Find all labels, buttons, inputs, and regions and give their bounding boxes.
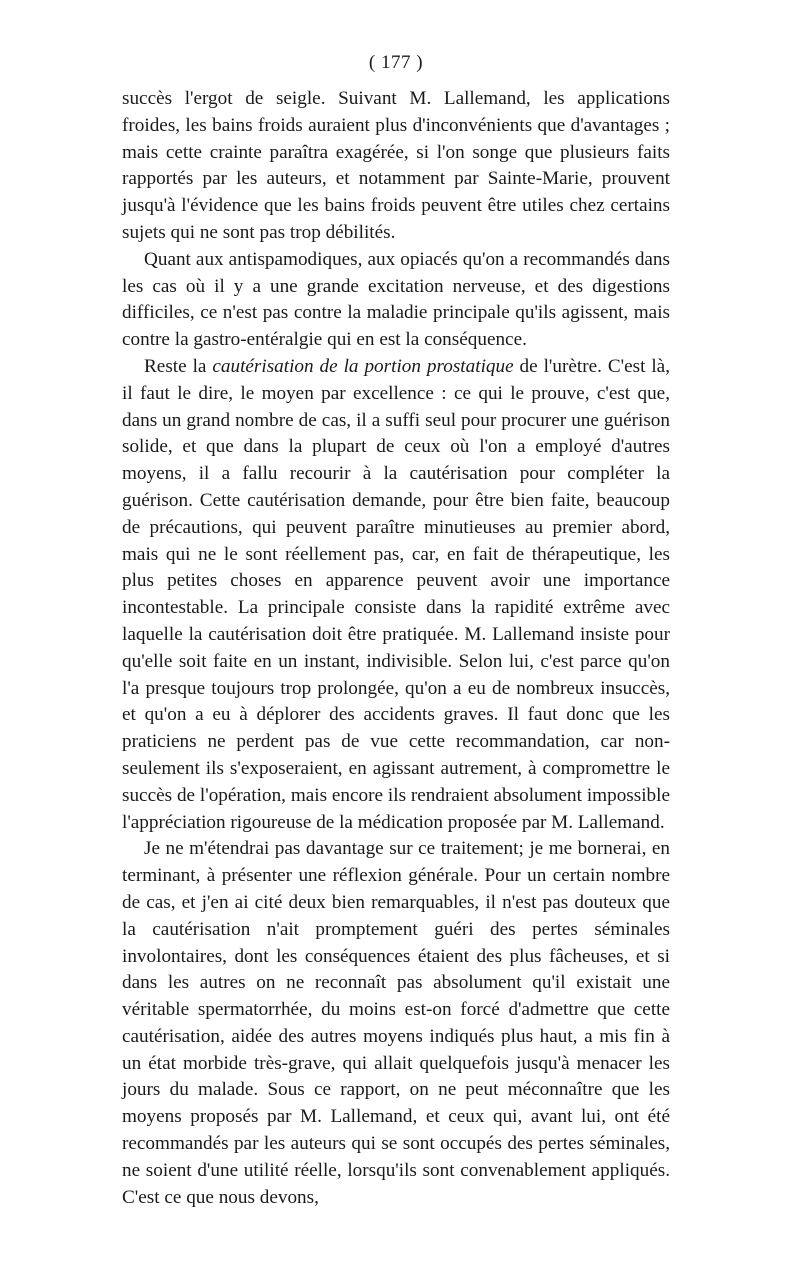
text-run: de l'urètre. C'est là, il faut le dire, le moyen par excellence : ce qui le prouve, c'est que, dans un grand nombre de cas, il a suffi seul pour procurer une guérison solide, et que dans la plupart de ceux où l'on a employé d'autres moyens, il a fallu recourir à la cautérisation pour compléter la guérison. Cette cautérisation demande, pour être bien faite, beaucoup de précautions, qui peuvent paraître minutieuses au premier abord, mais qui ne le sont réellement pas, car, en fait de thérapeutique, les plus petites choses en apparence peuvent avoir une importance incontestable. La principale consiste dans la rapidité extrême avec laquelle la cautérisation doit être pratiquée. M. Lallemand insiste pour qu'elle soit faite en un instant, indivisible. Selon lui, c'est parce qu'on l'a presque toujours trop prolongée, qu'on a eu de nombreux insuccès, et qu'on a eu à déplorer des accidents graves. Il faut donc que les praticiens ne perdent pas de vue cette recommandation, car non-seulement ils s'exposeraient, en agissant autrement, à compromettre le succès de l'opération, mais encore ils rendraient absolument impossible l'appréciation rigoureuse de la médication proposée par M. Lallemand. [122, 355, 670, 833]
page-number: ( 177 ) [368, 52, 424, 73]
text-run: Je ne m'étendrai pas davantage sur ce traitement; je me bornerai, en terminant, à présenter une réflexion générale. Pour un certain nombre de cas, et j'en ai cité deux bien remarquables, il n'est pas douteux que la cautérisation n'ait promptement guéri des pertes séminales involontaires, dont les conséquences étaient des plus fâcheuses, et si dans les autres on ne reconnaît pas absolument qu'il existait une véritable spermatorrhée, du moins est-on forcé d'admettre que cette cautérisation, aidée des autres moyens indiqués plus haut, a mis fin à un état morbide très-grave, qui allait quelquefois jusqu'à menacer les jours du malade. Sous ce rapport, on ne peut méconnaître que les moyens proposés par M. Lallemand, et ceux qui, avant lui, ont été recommandés par les auteurs qui se sont occupés des pertes séminales, ne soient d'une utilité réelle, lorsqu'ils sont convenablement appliqués. C'est ce que nous devons, [122, 838, 670, 1208]
paragraph [122, 86, 670, 247]
italic-phrase: cautérisation de la portion prostatique [212, 355, 514, 377]
text-run: Reste la [144, 355, 213, 377]
book-page [122, 52, 670, 1211]
paragraph [122, 354, 670, 836]
paragraph [122, 247, 670, 354]
text-run: succès l'ergot de seigle. Suivant M. Lallemand, les applications froides, les bains froids auraient plus d'inconvénients que d'avantages ; mais cette crainte paraîtra exagérée, si l'on songe que plusieurs faits rapportés par les auteurs, et notamment par Sainte-Marie, prouvent jusqu'à l'évidence que les bains froids peuvent être utiles chez certains sujets qui ne sont pas trop débilités. [122, 88, 670, 243]
paragraph [122, 836, 670, 1211]
body-text [122, 86, 670, 1211]
text-run: Quant aux antispamodiques, aux opiacés qu'on a recommandés dans les cas où il y a une grande excitation nerveuse, et des digestions difficiles, ce n'est pas contre la maladie principale qu'ils agissent, mais contre la gastro-entéralgie qui en est la conséquence. [122, 248, 670, 351]
